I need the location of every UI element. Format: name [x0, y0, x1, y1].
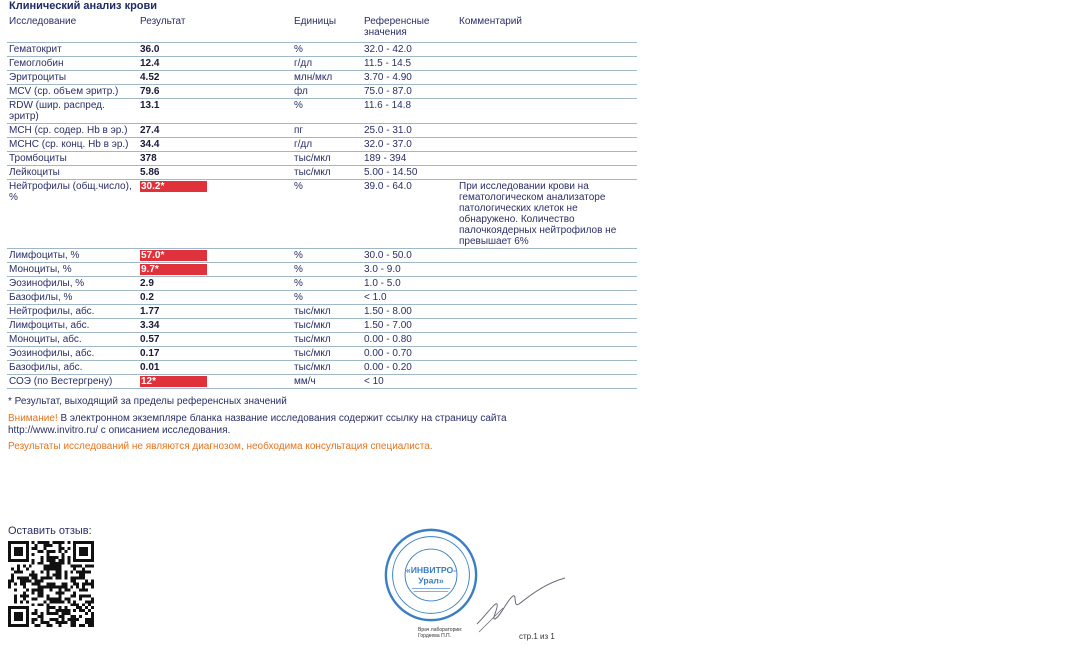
table-row — [7, 319, 637, 333]
result-cell — [138, 333, 292, 347]
result-cell — [138, 375, 292, 389]
test-name-cell[interactable]: MCHC (ср. конц. Hb в эр.) — [7, 138, 138, 152]
test-name-cell[interactable]: Моноциты, абс. — [7, 333, 138, 347]
out-of-range-result: 9.7* — [140, 264, 207, 275]
table-row — [7, 180, 637, 249]
test-name-cell[interactable]: RDW (шир. распред. эритр) — [7, 99, 138, 124]
warning-note — [8, 413, 568, 437]
comment-cell — [457, 291, 637, 305]
result-cell — [138, 180, 292, 249]
result-cell — [138, 319, 292, 333]
column-header-unit: Единицы — [292, 14, 362, 43]
unit-cell: % — [292, 249, 362, 263]
table-row — [7, 347, 637, 361]
comment-cell — [457, 319, 637, 333]
column-header-reference: Референсные значения — [362, 14, 457, 43]
unit-cell: г/дл — [292, 138, 362, 152]
warning-label: Внимание! — [8, 413, 58, 424]
reference-cell: 3.70 - 4.90 — [362, 71, 457, 85]
result-value: 0.17 — [140, 348, 160, 359]
signature — [473, 574, 568, 634]
result-value: 34.4 — [140, 139, 160, 150]
unit-cell: тыс/мкл — [292, 361, 362, 375]
svg-text:«ИНВИТРО-: «ИНВИТРО- — [405, 565, 457, 576]
unit-cell: % — [292, 291, 362, 305]
comment-cell: При исследовании крови на гематологическом анализаторе патологических клеток не обнаружено. Количество палочкоядерных нейтрофилов не превышает 6% — [457, 180, 637, 249]
unit-cell: тыс/мкл — [292, 305, 362, 319]
result-cell — [138, 263, 292, 277]
table-header-row — [7, 14, 637, 43]
unit-cell: % — [292, 99, 362, 124]
comment-cell — [457, 249, 637, 263]
test-name-cell[interactable]: Эозинофилы, % — [7, 277, 138, 291]
result-cell — [138, 85, 292, 99]
unit-cell: тыс/мкл — [292, 347, 362, 361]
table-row — [7, 263, 637, 277]
report-title: Клинический анализ крови — [9, 0, 158, 12]
feedback-label: Оставить отзыв: — [8, 525, 92, 537]
unit-cell: мм/ч — [292, 375, 362, 389]
test-name-cell[interactable]: Базофилы, % — [7, 291, 138, 305]
result-cell — [138, 277, 292, 291]
comment-cell — [457, 85, 637, 99]
disclaimer: Результаты исследований не являются диагнозом, необходима консультация специалиста. — [8, 441, 433, 452]
comment-cell — [457, 333, 637, 347]
table-row — [7, 375, 637, 389]
out-of-range-result: 30.2* — [140, 181, 207, 192]
test-name-cell[interactable]: СОЭ (по Вестергрену) — [7, 375, 138, 389]
result-cell — [138, 43, 292, 57]
comment-cell — [457, 152, 637, 166]
comment-cell — [457, 305, 637, 319]
reference-cell: < 1.0 — [362, 291, 457, 305]
unit-cell: тыс/мкл — [292, 166, 362, 180]
result-cell — [138, 152, 292, 166]
result-value: 36.0 — [140, 44, 160, 55]
page-number: стр.1 из 1 — [519, 632, 555, 641]
result-value: 5.86 — [140, 167, 160, 178]
unit-cell: млн/мкл — [292, 71, 362, 85]
unit-cell: тыс/мкл — [292, 319, 362, 333]
unit-cell: % — [292, 277, 362, 291]
comment-cell — [457, 361, 637, 375]
test-name-cell[interactable]: Эритроциты — [7, 71, 138, 85]
reference-cell: 32.0 - 42.0 — [362, 43, 457, 57]
unit-cell: пг — [292, 124, 362, 138]
doctor-signature-caption — [418, 627, 462, 639]
doctor-name: Гордеева П.П. — [418, 633, 452, 639]
result-cell — [138, 291, 292, 305]
comment-cell — [457, 375, 637, 389]
out-of-range-result: 12* — [140, 376, 207, 387]
result-value: 79.6 — [140, 86, 160, 97]
test-name-cell[interactable]: MCH (ср. содер. Hb в эр.) — [7, 124, 138, 138]
result-value: 13.1 — [140, 100, 160, 111]
test-name-cell[interactable]: Гемоглобин — [7, 57, 138, 71]
out-of-range-result: 57.0* — [140, 250, 207, 261]
result-value: 0.01 — [140, 362, 160, 373]
result-cell — [138, 305, 292, 319]
reference-cell: 1.50 - 7.00 — [362, 319, 457, 333]
result-value: 2.9 — [140, 278, 154, 289]
reference-cell: 1.0 - 5.0 — [362, 277, 457, 291]
unit-cell: г/дл — [292, 57, 362, 71]
comment-cell — [457, 166, 637, 180]
result-value: 0.2 — [140, 292, 154, 303]
table-row — [7, 71, 637, 85]
table-row — [7, 249, 637, 263]
svg-text:Урал»: Урал» — [418, 575, 444, 586]
test-name-cell[interactable]: Гематокрит — [7, 43, 138, 57]
comment-cell — [457, 43, 637, 57]
results-table — [7, 14, 637, 389]
feedback-qr-code[interactable] — [8, 541, 94, 627]
result-value: 12.4 — [140, 58, 160, 69]
unit-cell: тыс/мкл — [292, 152, 362, 166]
unit-cell: тыс/мкл — [292, 333, 362, 347]
laboratory-stamp — [383, 527, 479, 623]
result-value: 1.77 — [140, 306, 160, 317]
reference-cell: 0.00 - 0.80 — [362, 333, 457, 347]
result-value: 4.52 — [140, 72, 160, 83]
comment-cell — [457, 277, 637, 291]
result-cell — [138, 249, 292, 263]
test-name-cell[interactable]: Нейтрофилы (общ.число), % — [7, 180, 138, 249]
result-value: 27.4 — [140, 125, 160, 136]
test-name-cell[interactable]: MCV (ср. объем эритр.) — [7, 85, 138, 99]
result-cell — [138, 99, 292, 124]
unit-cell: % — [292, 180, 362, 249]
table-row — [7, 57, 637, 71]
result-cell — [138, 124, 292, 138]
result-value: 378 — [140, 153, 157, 164]
test-name-cell[interactable]: Лейкоциты — [7, 166, 138, 180]
unit-cell: фл — [292, 85, 362, 99]
comment-cell — [457, 99, 637, 124]
result-cell — [138, 138, 292, 152]
reference-cell: 3.0 - 9.0 — [362, 263, 457, 277]
reference-cell: 11.5 - 14.5 — [362, 57, 457, 71]
table-row — [7, 361, 637, 375]
table-row — [7, 85, 637, 99]
test-name-cell[interactable]: Нейтрофилы, абс. — [7, 305, 138, 319]
column-header-result: Результат — [138, 14, 292, 43]
table-row — [7, 305, 637, 319]
result-cell — [138, 347, 292, 361]
table-row — [7, 277, 637, 291]
result-cell — [138, 71, 292, 85]
result-cell — [138, 361, 292, 375]
reference-cell: 30.0 - 50.0 — [362, 249, 457, 263]
table-row — [7, 138, 637, 152]
table-row — [7, 99, 637, 124]
reference-cell: 5.00 - 14.50 — [362, 166, 457, 180]
reference-cell: 1.50 - 8.00 — [362, 305, 457, 319]
reference-cell: 0.00 - 0.20 — [362, 361, 457, 375]
unit-cell: % — [292, 263, 362, 277]
reference-cell: 25.0 - 31.0 — [362, 124, 457, 138]
column-header-test: Исследование — [7, 14, 138, 43]
test-name-cell[interactable]: Тромбоциты — [7, 152, 138, 166]
table-row — [7, 333, 637, 347]
test-name-cell[interactable]: Эозинофилы, абс. — [7, 347, 138, 361]
unit-cell: % — [292, 43, 362, 57]
table-row — [7, 291, 637, 305]
result-value: 0.57 — [140, 334, 160, 345]
invitro-link[interactable]: http://www.invitro.ru/ — [8, 425, 99, 436]
comment-cell — [457, 138, 637, 152]
table-row — [7, 124, 637, 138]
warning-text-end: с описанием исследования. — [98, 425, 231, 436]
column-header-comment: Комментарий — [457, 14, 637, 43]
result-value: 3.34 — [140, 320, 160, 331]
reference-cell: 11.6 - 14.8 — [362, 99, 457, 124]
reference-cell: 75.0 - 87.0 — [362, 85, 457, 99]
reference-cell: 32.0 - 37.0 — [362, 138, 457, 152]
doctor-title: Врач лаборатории: — [418, 627, 463, 633]
comment-cell — [457, 124, 637, 138]
table-row — [7, 152, 637, 166]
footnote: * Результат, выходящий за пределы референсных значений — [8, 396, 287, 407]
test-name-cell[interactable]: Базофилы, абс. — [7, 361, 138, 375]
reference-cell: 39.0 - 64.0 — [362, 180, 457, 249]
test-name-cell[interactable]: Лимфоциты, % — [7, 249, 138, 263]
result-cell — [138, 166, 292, 180]
comment-cell — [457, 57, 637, 71]
warning-text: В электронном экземпляре бланка название исследования содержит ссылку на страницу сайта — [57, 413, 507, 424]
reference-cell: 0.00 - 0.70 — [362, 347, 457, 361]
table-row — [7, 166, 637, 180]
test-name-cell[interactable]: Моноциты, % — [7, 263, 138, 277]
reference-cell: < 10 — [362, 375, 457, 389]
comment-cell — [457, 71, 637, 85]
comment-cell — [457, 347, 637, 361]
test-name-cell[interactable]: Лимфоциты, абс. — [7, 319, 138, 333]
comment-cell — [457, 263, 637, 277]
reference-cell: 189 - 394 — [362, 152, 457, 166]
result-cell — [138, 57, 292, 71]
table-row — [7, 43, 637, 57]
